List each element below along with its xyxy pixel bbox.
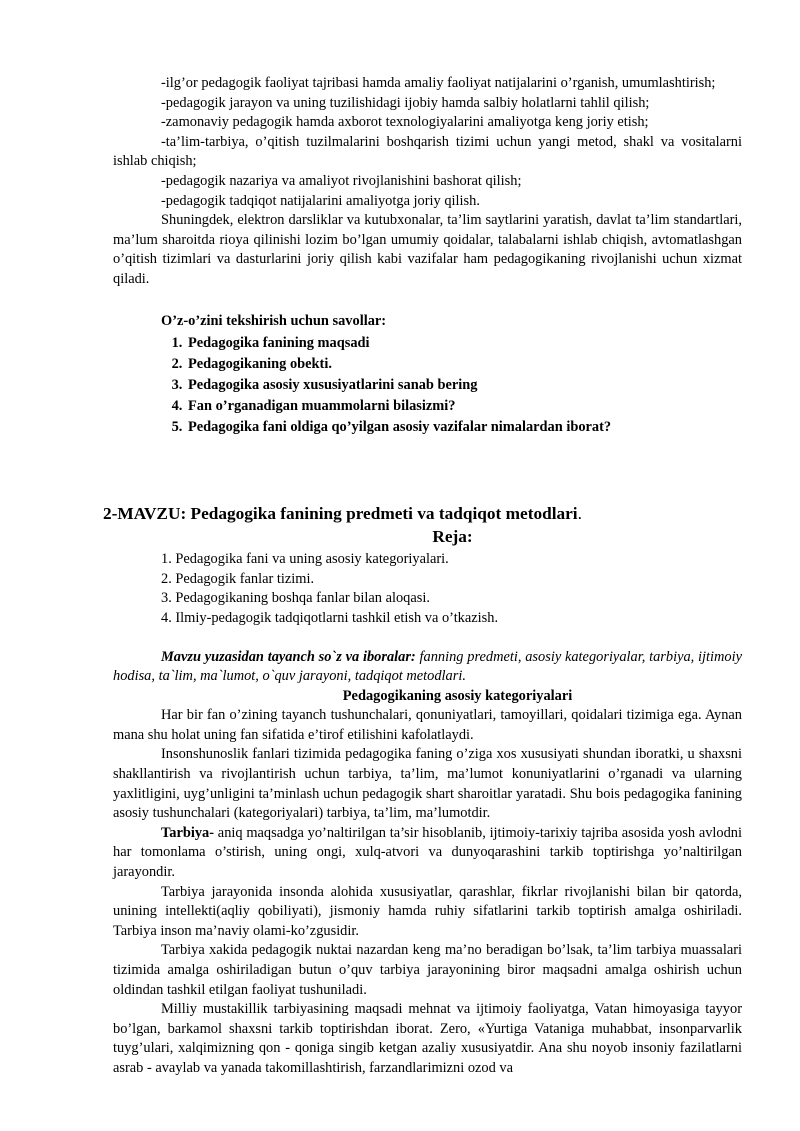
self-check-questions [113, 333, 742, 438]
question-item: 4. Fan o’rganadigan muammolarni bilasizmi? [186, 396, 742, 417]
tarbiya-term: Tarbiya- [161, 824, 215, 841]
topic-title-end: . [577, 504, 582, 524]
question-item: 1. Pedagogika fanining maqsadi [186, 333, 742, 354]
section-paragraph-5: Tarbiya xakida pedagogik nuktai nazardan keng ma’no beradigan bo’lsak, ta’lim tarbiya muassalari tizimida amalga oshiriladigan butun o’quv tarbiya jarayonining biror maqsadni amalga oshirish uchun oldindan tashkil etilgan faoliyat tushuniladi. [113, 942, 742, 998]
section-paragraph-2: Insonshunoslik fanlari tizimida pedagogika faning o’ziga xos xususiyati shundan iboratki, u shaxsni shakllantirish va rivojlantirish uchun tarbiya, ta’lim, ma’lumot konuniyatlarini o’rganadi va ularning yaxlitligini, uyg’unligini ta’minlash uchun pedagogik shart sharoitlar yaratadi. Shu bois pedagogika fanining asosiy tushunchalari (kategoriyalari) tarbiya, ta’lim, ma’lumotdir. [113, 746, 742, 822]
intro-item-4: -ta’lim-tarbiya, o’qitish tuzilmalarini boshqarish tizimi uchun yangi metod, shakl va vositalarni ishlab chiqish; [113, 133, 742, 170]
intro-item-2: -pedagogik jarayon va uning tuzilishidagi ijobiy hamda salbiy holatlarni tahlil qilish; [161, 94, 650, 111]
tarbiya-definition: aniq maqsadga yo’naltirilgan ta’sir hisoblanib, ijtimoiy-tarixiy tajriba asosida yosh avlodni har tomonlama o’stirish, uning ongi, xulq-atvori va dunyoqarashini tarkib toptirishga yo’naltirilgan jarayondir. [113, 824, 742, 881]
intro-paragraph: Shuningdek, elektron darsliklar va kutubxonalar, ta’lim saytlarini yaratish, davlat ta’lim standartlari, ma’lum sharoitda rioya qilinishi lozim bo’lgan umumiy qoidalar, talabalarni ishlab chiqish, avtomatlashgan o’qitish tizimlari va dasturlarini joriy qilish kabi vazifalar ham pedagogikaning rivojlanishi uchun xizmat qiladi. [113, 212, 742, 287]
plan-list [113, 550, 742, 628]
topic-title-text: 2-MAVZU: Pedagogika fanining predmeti va tadqiqot metodlari [103, 504, 578, 524]
keywords-label: Mavzu yuzasidan tayanch so`z va iboralar: [161, 648, 416, 665]
intro-item-1: -ilg’or pedagogik faoliyat tajribasi hamda amaliy faoliyat natijalarini o’rganish, umumlashtirish; [161, 75, 716, 91]
self-check-heading: O’z-o’zini tekshirish uchun savollar: [161, 312, 387, 329]
section-heading: Pedagogikaning asosiy kategoriyalari [342, 687, 573, 704]
plan-item: 2. Pedagogik fanlar tizimi. [161, 570, 315, 587]
section-paragraph-1: Har bir fan o’zining tayanch tushunchalari, qonuniyatlari, tamoyillari, qoidalari tizimiga ega. Aynan mana shu holat uning fan sifatida e’tirof etilishini kafolatlaydi. [113, 707, 742, 743]
question-item: 2. Pedagogikaning obekti. [186, 354, 742, 375]
plan-item: 1. Pedagogika fani va uning asosiy kategoriyalari. [161, 551, 449, 568]
plan-item: 4. Ilmiy-pedagogik tadqiqotlarni tashkil etish va o’tkazish. [161, 609, 499, 626]
intro-item-3: -zamonaviy pedagogik hamda axborot texnologiyalarini amaliyotga keng joriy etish; [161, 114, 649, 131]
keywords-list: fanning predmeti, asosiy kategoriyalar, tarbiya, ijtimoiy hodisa, ta`lim, ma`lumot, o`quv jarayoni, tadqiqot metodlari. [113, 648, 742, 685]
section-paragraph-4: Tarbiya jarayonida insonda alohida xususiyatlar, qarashlar, fikrlar rivojlanishi bilan bir qatorda, unining intellekti(aqliy qobiliyati), jismoniy hamda ruhiy sifatlarini tarkib toptirish amalga oshiriladi. Tarbiya inson ma’naviy olami-ko’zgusidir. [113, 883, 742, 939]
topic-title [103, 503, 742, 525]
plan-item: 3. Pedagogikaning boshqa fanlar bilan aloqasi. [161, 590, 430, 607]
keywords-paragraph [113, 648, 742, 687]
question-item: 5. Pedagogika fani oldiga qo’yilgan asosiy vazifalar nimalardan iborat? [186, 417, 742, 438]
page-content [103, 74, 742, 1079]
plan-heading: Reja: [432, 527, 473, 547]
question-item: 3. Pedagogika asosiy xususiyatlarini sanab bering [186, 375, 742, 396]
section-paragraph-3 [113, 824, 742, 883]
section-paragraph-6: Milliy mustakillik tarbiyasining maqsadi mehnat va ijtimoiy faoliyatga, Vatan himoyasiga tayyor bo’lgan, barkamol shaxsni tarkib toptirishdan iborat. Zero, «Yurtiga Vataniga muhabbat, insonparvarlik tuyg’ulari, xalqimizning qon - qoniga singib ketgan azaliy xususiyatdir. Ana shu noyob insoniy fazilatlarni asrab - avaylab va yanada takomillashtirish, farzandlarimizni ozod va [113, 1001, 742, 1076]
intro-item-6: -pedagogik tadqiqot natijalarini amaliyotga joriy qilish. [161, 192, 480, 209]
intro-item-5: -pedagogik nazariya va amaliyot rivojlanishini bashorat qilish; [161, 172, 522, 189]
